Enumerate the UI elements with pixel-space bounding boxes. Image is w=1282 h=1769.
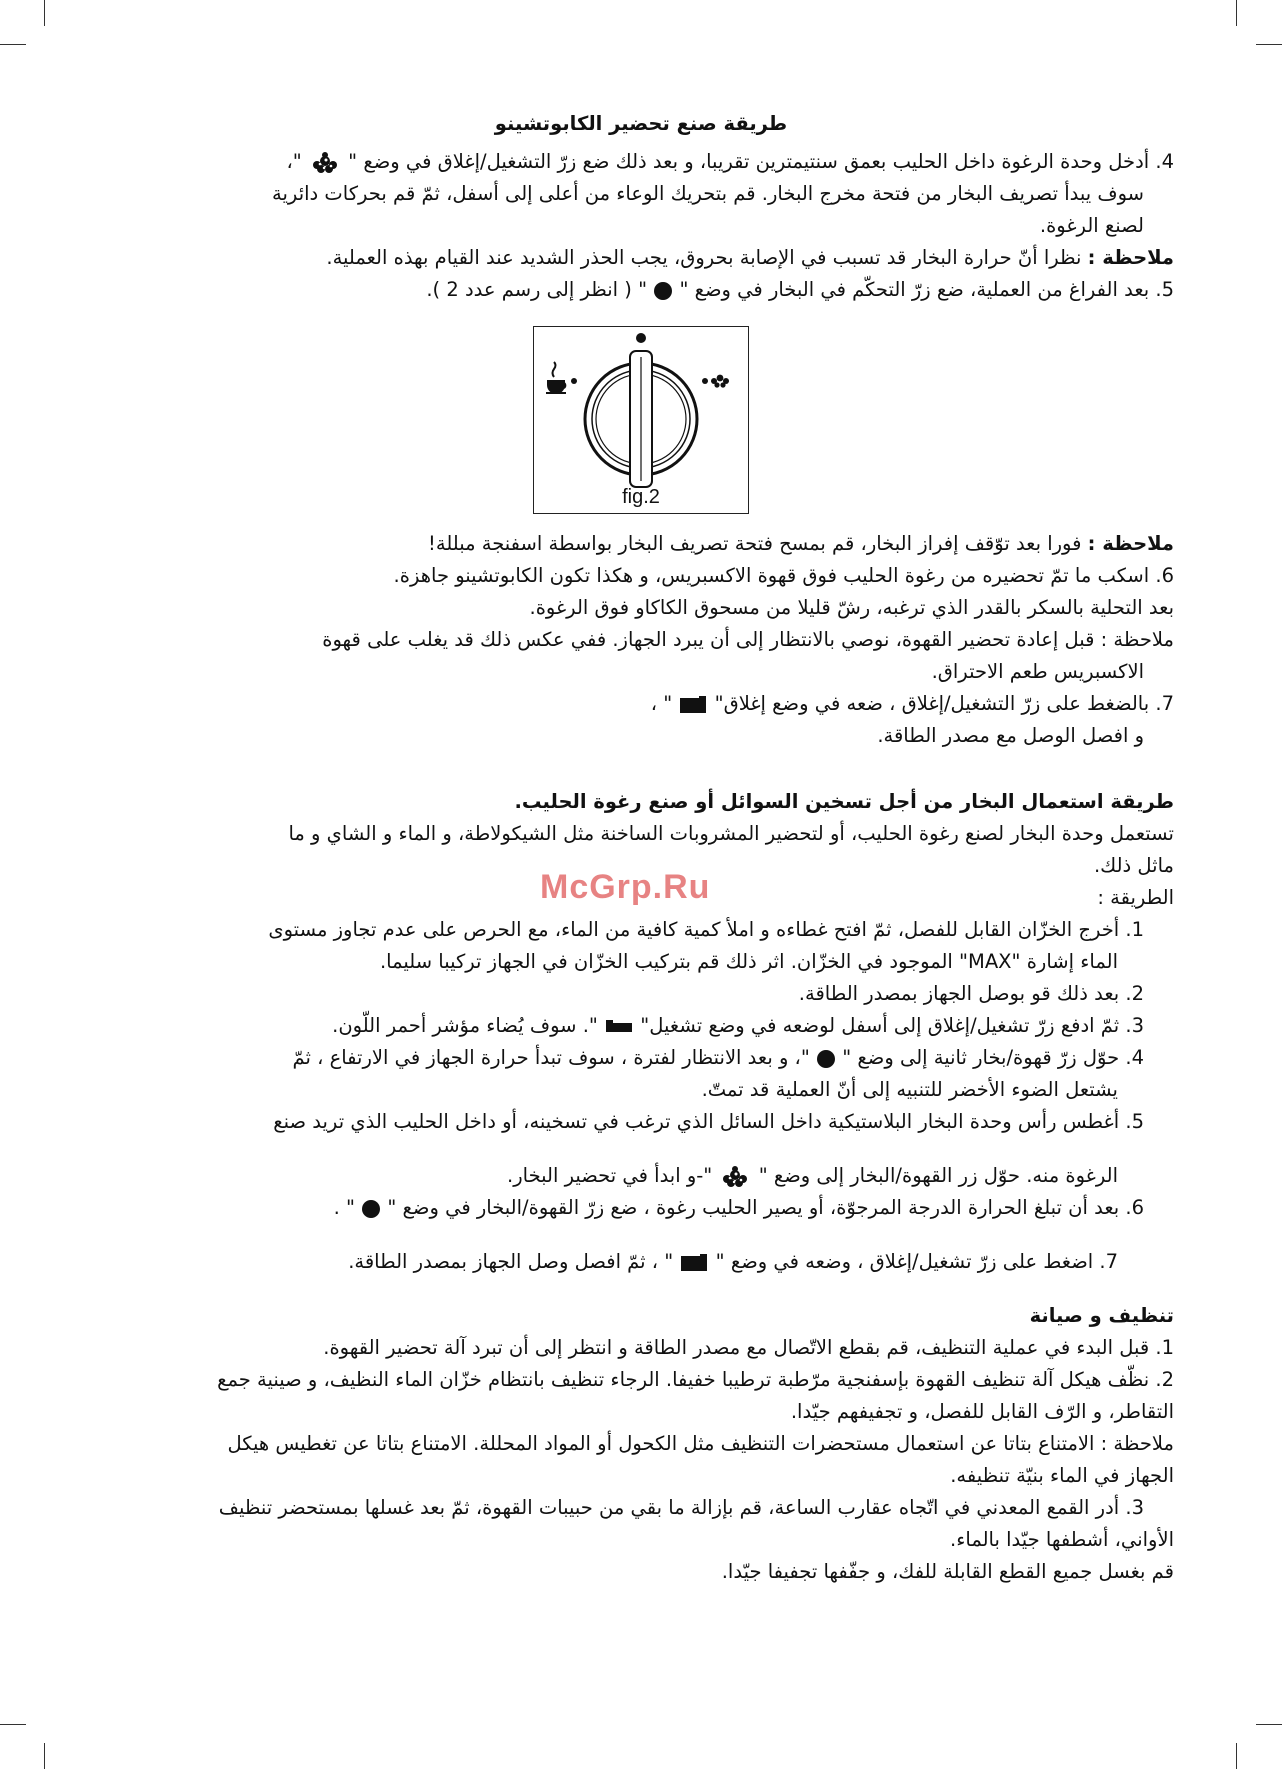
step-6-sugar: بعد التحلية بالسكر بالقدر الذي ترغبه، رشّ قليلا من مسحوق الكاكاو فوق الرغوة.	[529, 596, 1174, 619]
note-label: ملاحظة :	[1087, 532, 1174, 555]
watermark: McGrp.Ru	[540, 868, 711, 906]
steam-step-1-line-2: الماء إشارة "MAX" الموجود في الخزّان. اثر ذلك قم بتركيب الخزّان في الجهاز تركيبا سليما.	[379, 950, 1118, 973]
clean-step-3-line-1: 3. أدر القمع المعدني في اتّجاه عقارب الساعة، قم بإزالة ما بقي من حبيبات القهوة، ثمّ بعد غسلها بمستحضر تنظيف	[218, 1496, 1144, 1519]
knob-top-dot	[636, 333, 646, 343]
crop-mark	[1236, 1743, 1237, 1769]
clean-step-1: 1. قبل البدء في عملية التنظيف، قم بقطع الاتّصال مع مصدر الطاقة و انتظر إلى أن تبرد آلة تحضير القهوة.	[323, 1336, 1174, 1359]
steam-icon	[711, 375, 729, 388]
dot-icon	[816, 1049, 836, 1069]
steam-intro-1: تستعمل وحدة البخار لصنع رغوة الحليب، أو لتحضير المشروبات الساخنة مثل الشيكولاطة، و الماء و الشاي و ما	[288, 822, 1174, 845]
step-4-line-2: سوف يبدأ تصريف البخار من فتحة مخرج البخار. قم بتحريك الوعاء من أعلى إلى أسفل، ثمّ قم بحركات دائرية	[272, 182, 1144, 205]
switch-off-icon	[678, 696, 708, 714]
crop-mark	[1256, 1724, 1282, 1725]
step-5: 5. بعد الفراغ من العملية، ضع زرّ التحكّم في البخار في وضع " " ( انظر إلى رسم عدد 2 ).	[426, 278, 1174, 301]
steam-step-1-line-1: 1. أخرج الخزّان القابل للفصل، ثمّ افتح غطاءه و املأ كمية كافية من الماء، مع الحرص على عدم تجاوز مستوى	[268, 918, 1144, 941]
crop-mark	[0, 1724, 26, 1725]
method-label: الطريقة :	[1097, 886, 1174, 909]
page-title: طريقة صنع تحضير الكابوتشينو	[494, 112, 788, 135]
note-cooldown-2: الاكسبريس طعم الاحتراق.	[931, 660, 1144, 683]
step-4-line-1: 4. أدخل وحدة الرغوة داخل الحليب بعمق سنتيمترين تقريبا، و بعد ذلك ضع زرّ التشغيل/إغلاق في وضع " "،	[286, 150, 1174, 173]
steam-step-4-line-1: 4. حوّل زرّ قهوة/بخار ثانية إلى وضع " "، و بعد الانتظار لفترة ، سوف تبدأ حرارة الجهاز في الارتفاع ، ثمّ	[292, 1046, 1144, 1069]
steam-intro-2: ماثل ذلك.	[1093, 854, 1174, 877]
crop-mark	[44, 0, 45, 26]
clean-step-2-line-1: 2. نظّف هيكل آلة تنظيف القهوة بإسفنجية مرّطبة ترطيبا خفيفا. الرجاء تنظيف بانتظام خزّان الماء النظيف، و صينية جمع	[217, 1368, 1174, 1391]
clean-step-2-line-2: التقاطر، و الرّف القابل للفصل، و تجفيفهم جيّدا.	[790, 1400, 1174, 1423]
crop-mark	[44, 1743, 45, 1769]
figure-2	[533, 326, 749, 514]
step-4-line-3: لصنع الرغوة.	[1039, 214, 1144, 237]
dot-icon	[653, 281, 673, 301]
step-6: 6. اسكب ما تمّ تحضيره من رغوة الحليب فوق قهوة الاكسبريس، و هكذا تكون الكابوتشينو جاهزة.	[393, 564, 1174, 587]
figure-caption: fig.2	[622, 486, 660, 508]
section-heading-steam: طريقة استعمال البخار من أجل تسخين السوائل أو صنع رغوة الحليب.	[514, 790, 1174, 813]
steam-step-5-line-1: 5. أغطس رأس وحدة البخار البلاستيكية داخل السائل الذي ترغب في تسخينه، أو داخل الحليب الذي تريد صنع	[273, 1110, 1144, 1133]
steam-step-5-line-2: الرغوة منه. حوّل زر القهوة/البخار إلى وضع " "-و ابدأ في تحضير البخار.	[507, 1164, 1118, 1187]
note-cooldown-1: ملاحظة : قبل إعادة تحضير القهوة، نوصي بالانتظار إلى أن يبرد الجهاز. ففي عكس ذلك قد يغلب على قهوة	[322, 628, 1174, 651]
clean-note-1: ملاحظة : الامتناع بتاتا عن استعمال مستحضرات التنظيف مثل الكحول أو المواد المحللة. الامتناع بتاتا عن تغطيس هيكل	[227, 1432, 1174, 1455]
section-heading-cleaning: تنظيف و صيانة	[1029, 1304, 1174, 1327]
note-label: ملاحظة :	[1087, 246, 1174, 269]
step-7-line-1: 7. بالضغط على زرّ التشغيل/إغلاق ، ضعه في وضع إغلاق" " ،	[650, 692, 1174, 715]
step-7-line-2: و افصل الوصل مع مصدر الطاقة.	[877, 724, 1144, 747]
crop-mark	[0, 44, 26, 45]
switch-on-icon	[604, 1020, 634, 1034]
crop-mark	[1236, 0, 1237, 26]
switch-off-icon	[679, 1254, 709, 1272]
crop-mark	[1256, 44, 1282, 45]
steam-step-7: 7. اضغط على زرّ تشغيل/إغلاق ، وضعه في وضع " " ، ثمّ افصل وصل الجهاز بمصدر الطاقة.	[348, 1250, 1118, 1273]
steam-icon	[308, 151, 342, 175]
coffee-cup-icon	[546, 362, 566, 393]
note-steam-heat: ملاحظة : نظرا أنّ حرارة البخار قد تسبب في الإصابة بحروق، يجب الحذر الشديد عند القيام بهذه العملية.	[326, 246, 1174, 269]
steam-step-4-line-2: يشتعل الضوء الأخضر للتنبيه إلى أنّ العملية قد تمتّ.	[701, 1078, 1118, 1101]
dot-icon	[361, 1199, 381, 1219]
steam-step-6: 6. بعد أن تبلغ الحرارة الدرجة المرجوّة، أو يصير الحليب رغوة ، ضع زرّ القهوة/البخار في وضع " " .	[333, 1196, 1144, 1219]
steam-icon	[718, 1165, 752, 1189]
steam-step-3: 3. ثمّ ادفع زرّ تشغيل/إغلاق إلى أسفل لوضعه في وضع تشغيل" ". سوف يُضاء مؤشر أحمر اللّون.	[332, 1014, 1144, 1037]
clean-note-2: الجهاز في الماء بنيّة تنظيفه.	[950, 1464, 1174, 1487]
note-wipe-nozzle: ملاحظة : فورا بعد توّقف إفراز البخار، قم بمسح فتحة تصريف البخار بواسطة اسفنجة مبللة!	[428, 532, 1174, 555]
clean-step-3-line-2: الأواني، أشطفها جيّدا بالماء.	[950, 1528, 1174, 1551]
clean-step-4: قم بغسل جميع القطع القابلة للفك، و جفّفها تجفيفا جيّدا.	[721, 1560, 1174, 1583]
page-content	[108, 108, 1174, 1588]
steam-step-2: 2. بعد ذلك قو بوصل الجهاز بمصدر الطاقة.	[798, 982, 1144, 1005]
